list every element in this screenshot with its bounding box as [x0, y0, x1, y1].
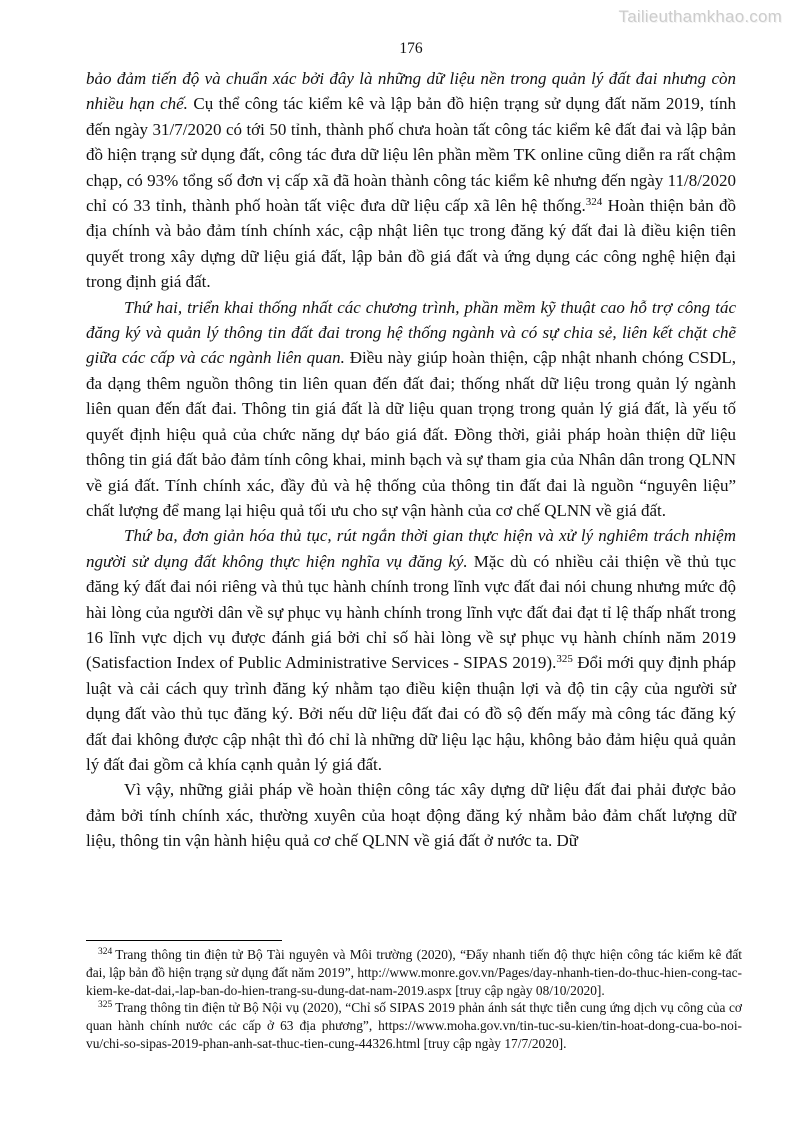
paragraph-1-italic-run: bảo đảm tiến độ và chuẩn xác bởi đây là những dữ liệu nền trong quản lý đất đai nhưng còn nhiều hạn chế.: [86, 69, 736, 114]
body-text: [86, 66, 736, 854]
footnote-325: [86, 999, 742, 1052]
paragraph-1: [86, 66, 736, 295]
watermark: Tailieuthamkhao.com: [618, 7, 782, 26]
footnotes-section: [86, 940, 742, 1053]
paragraph-1-text-run: Hoàn thiện bản đồ địa chính và bảo đảm tính chính xác, cập nhật liên tục trong đăng ký đất đai là điều kiện tiên quyết trong xây dựng dữ liệu giá đất, lập bản đồ giá đất và ứng dụng các công nghệ hiện đại trong định giá đất.: [86, 196, 736, 292]
paragraph-2: [86, 295, 736, 524]
footnote-325-number: 325: [98, 1000, 113, 1011]
paragraph-2-text-run: Điều này giúp hoàn thiện, cập nhật nhanh chóng CSDL, đa dạng thêm nguồn thông tin liên quan đến đất đai; thống nhất dữ liệu trong quản lý ngành liên quan đến đất đai. Thông tin giá đất là dữ liệu quan trọng trong quản lý giá đất, là yếu tố quyết định hiệu quả của chức năng dự báo giá đất. Đồng thời, giải pháp hoàn thiện dữ liệu thông tin giá đất bảo đảm tính công khai, minh bạch và sự tham gia của Nhân dân trong QLNN về giá đất. Tính chính xác, đầy đủ và hệ thống của thông tin đất đai là nguồn “nguyên liệu” chất lượng để mang lại hiệu quả tối ưu cho sự vận hành của cơ chế QLNN về giá đất.: [86, 348, 736, 520]
paragraph-3-text-run: Đổi mới quy định pháp luật và cải cách quy trình đăng ký nhằm tạo điều kiện thuận lợi và độ tin cậy của người sử dụng đất vào thủ tục đăng ký. Bởi nếu dữ liệu đất đai có đồ sộ đến mấy mà công tác đăng ký đất đai không được cập nhật thì đó chỉ là những dữ liệu lạc hậu, không bảo đảm hiệu quả quản lý đất đai gồm cả khía cạnh quản lý giá đất.: [86, 653, 736, 774]
paragraph-3: [86, 523, 736, 777]
paragraph-4: [86, 777, 736, 853]
paragraph-4-text-run: Vì vậy, những giải pháp về hoàn thiện công tác xây dựng dữ liệu đất đai phải được bảo đảm bởi tính chính xác, thường xuyên của hoạt động đăng ký nhằm bảo đảm chất lượng dữ liệu, thông tin vận hành hiệu quả cơ chế QLNN về giá đất ở nước ta. Dữ: [86, 780, 736, 851]
footnote-ref-324: 324: [585, 196, 603, 209]
paragraph-2-italic-run: Thứ hai, triển khai thống nhất các chương trình, phần mềm kỹ thuật cao hỗ trợ công tác đăng ký và quản lý thông tin đất đai trong hệ thống ngành và có sự chia sẻ, liên kết chặt chẽ giữa các cấp và các ngành liên quan.: [86, 297, 736, 368]
footnote-324: [86, 946, 742, 999]
paragraph-3-text-run: Mặc dù có nhiều cải thiện về thủ tục đăng ký đất đai nói riêng và thủ tục hành chính trong lĩnh vực đất đai nói chung nhưng mức độ hài lòng của người dân về sự phục vụ hành chính trong lĩnh vực đất đai đạt tỉ lệ thấp nhất trong 16 lĩnh vực dịch vụ được đánh giá bởi chỉ số hài lòng về sự phục vụ hành chính năm 2019 (Satisfaction Index of Public Administrative Services - SIPAS 2019).: [86, 551, 736, 673]
paragraph-3-italic-run: Thứ ba, đơn giản hóa thủ tục, rút ngắn thời gian thực hiện và xử lý nghiêm trách nhiệm người sử dụng đất không thực hiện nghĩa vụ đăng ký.: [86, 526, 736, 571]
page-number: 176: [399, 40, 423, 57]
footnote-325-text: Trang thông tin điện tử Bộ Nội vụ (2020), “Chỉ số SIPAS 2019 phản ánh sát thực tiễn cung ứng dịch vụ công của cơ quan hành chính nước các cấp ở 63 địa phương”, https://www.moha.gov.vn/tin-tuc-su-kien/tin-hoat-dong-cua-bo-noi-vu/chi-so-sipas-2019-phan-anh-sat-thuc-tien-cung-44326.html [truy cập ngày 17/7/2020].: [86, 1000, 742, 1051]
paragraph-1-text-run: Cụ thể công tác kiểm kê và lập bản đồ hiện trạng sử dụng đất năm 2019, tính đến ngày 31/7/2020 có tới 50 tỉnh, thành phố chưa hoàn tất công tác kiểm kê đất đai và lập bản đồ hiện trạng sử dụng đất, công tác đưa dữ liệu lên phần mềm TK online cũng diễn ra rất chậm chạp, có 93% tổng số đơn vị cấp xã đã hoàn thành công tác kiểm kê nhưng đến ngày 11/8/2020 chỉ có 33 tỉnh, thành phố hoàn tất việc đưa dữ liệu cấp xã lên hệ thống.: [86, 94, 737, 216]
footnote-324-number: 324: [98, 947, 113, 957]
footnote-324-text: Trang thông tin điện tử Bộ Tài nguyên và Môi trường (2020), “Đẩy nhanh tiến độ thực hiện công tác kiểm kê đất đai, lập bản đồ hiện trạng sử dụng đất năm 2019”, http://www.monre.gov.vn/Pages/day-nhanh-tien-do-thuc-hien-cong-tac-kiem-ke-dat-dai,-lap-ban-do-hien-trang-su-dung-dat-nam-2019.aspx [truy cập ngày 08/10/2020].: [86, 947, 742, 998]
footnote-ref-325: 325: [556, 653, 573, 666]
footnote-separator: [86, 940, 282, 941]
